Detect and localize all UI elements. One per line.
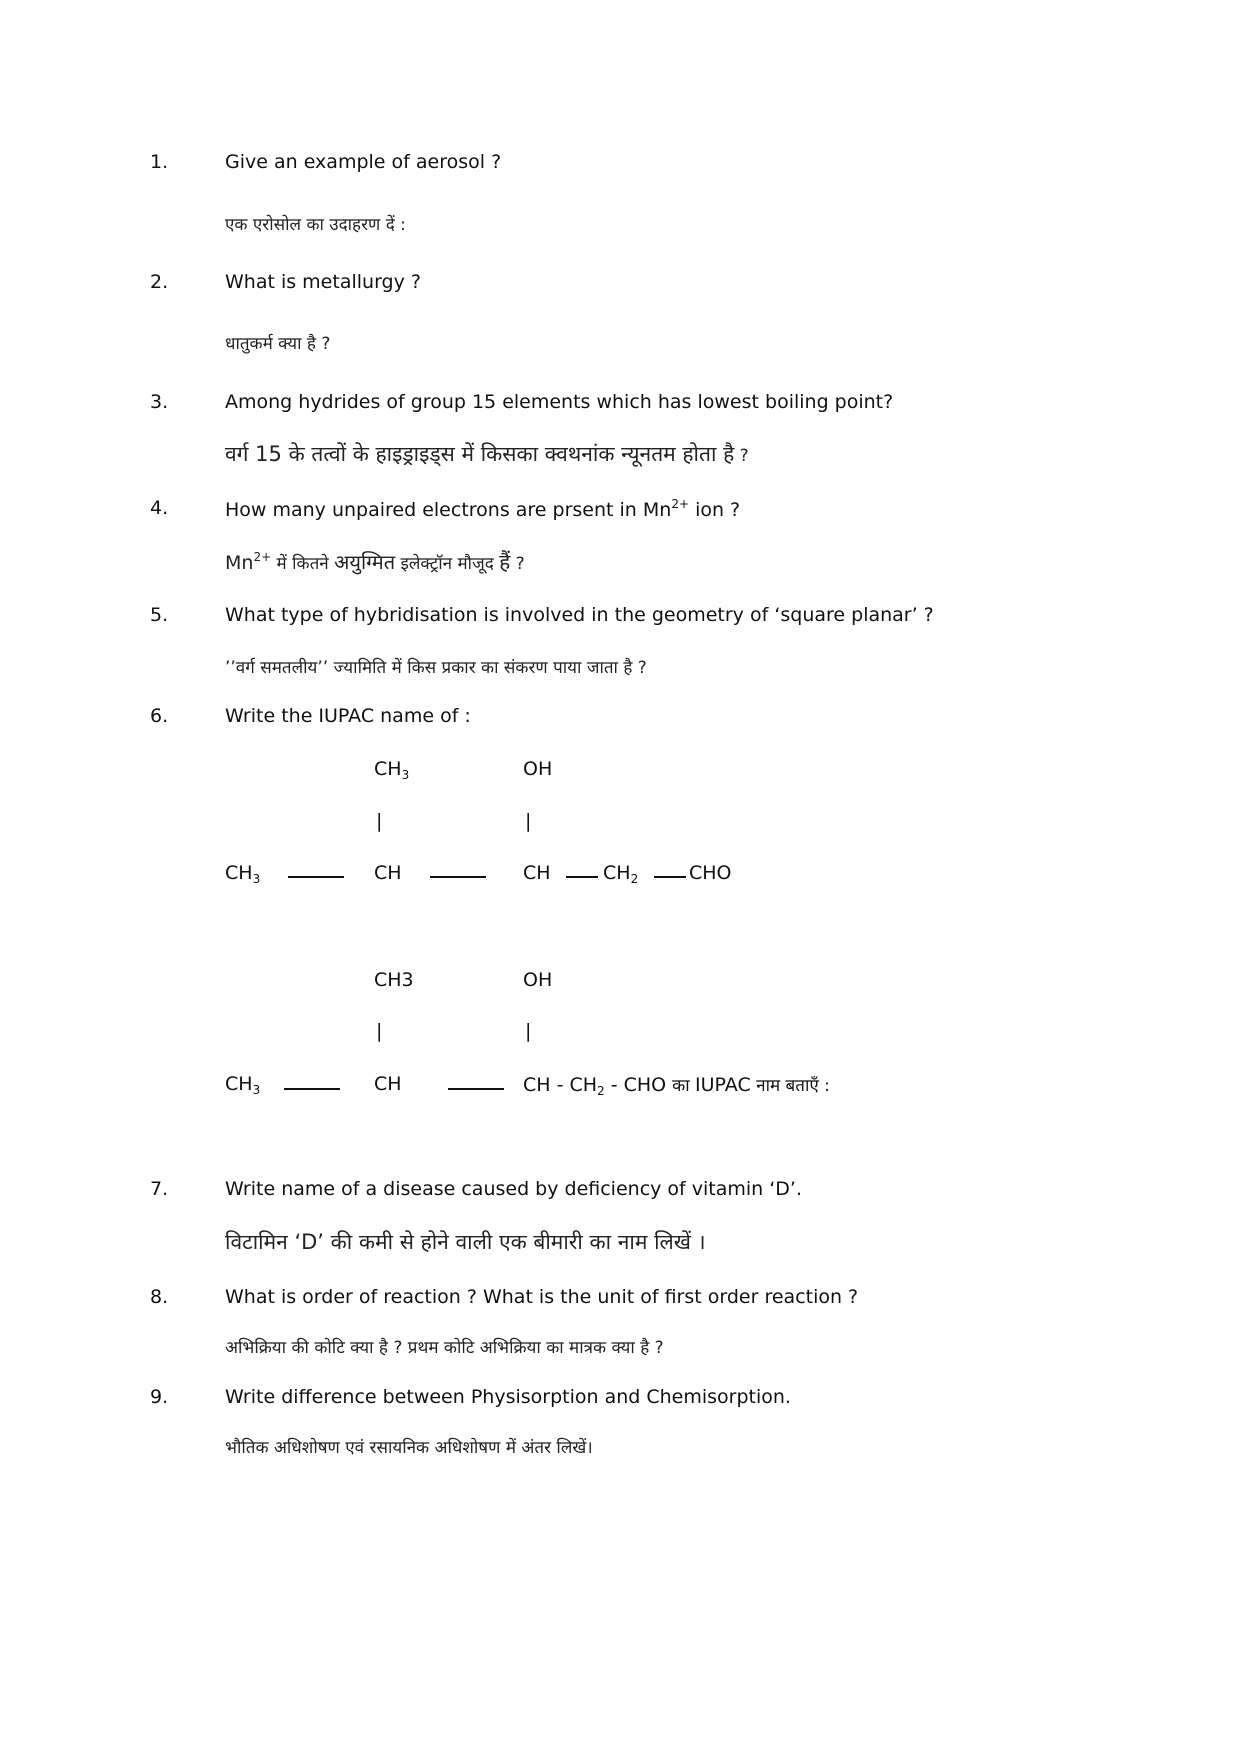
question-text-hi-part: हैं — [499, 550, 511, 574]
question-text-hi: धातुकर्म क्या है ? — [225, 334, 331, 354]
question-text-en — [225, 497, 740, 521]
question-text-hi-part: इलेक्ट्रॉन मौजूद — [395, 554, 500, 574]
hydroxyl-group: OH — [523, 969, 553, 991]
methyl-group: $CH_3$ — [225, 862, 261, 886]
methyl-group: $CH_3$ — [225, 1073, 261, 1097]
bond-line — [288, 876, 344, 878]
question-text-hi: विटामिन ‘D’ की कमी से होने वाली एक बीमारी का नाम लिखें । — [225, 1230, 706, 1254]
ch-group: CH — [374, 1073, 402, 1095]
question-text-en-part: How many unpaired electrons are prsent in Mn — [225, 499, 672, 521]
question-text-hi-main: वर्ग 15 के तत्वों के हाइड्राइड्स में किसका क्वथनांक न्यूनतम होता है — [225, 442, 735, 466]
ch-group: CH — [523, 862, 551, 884]
question-text-en: Write the IUPAC name of : — [225, 705, 471, 727]
question-number: 9. — [150, 1386, 169, 1408]
question-text-hi: भौतिक अधिशोषण एवं रसायनिक अधिशोषण में अंतर लिखें। — [225, 1438, 593, 1458]
question-text-hi: एक एरोसोल का उदाहरण दें : — [225, 215, 406, 235]
question-number: 2. — [150, 271, 169, 293]
question-text-hi-part: में कितने — [271, 554, 335, 574]
ch-group: CH — [374, 862, 402, 884]
bond-line — [448, 1088, 504, 1090]
bond-vertical: | — [376, 1020, 383, 1042]
bond-vertical: | — [525, 810, 532, 832]
question-text-en: Write name of a disease caused by deficiency of vitamin ‘D’. — [225, 1178, 803, 1200]
question-number: 6. — [150, 705, 169, 727]
question-text-en: What is order of reaction ? What is the unit of first order reaction ? — [225, 1286, 859, 1308]
methyl-group: CH3 — [374, 969, 414, 991]
question-number: 8. — [150, 1286, 169, 1308]
bond-line — [430, 876, 486, 878]
question-text-en-part: ion ? — [689, 499, 741, 521]
methyl-group: $CH_3$ — [374, 758, 410, 782]
question-text-en: Give an example of aerosol ? — [225, 151, 502, 173]
bond-line — [566, 876, 598, 878]
aldehyde-group: CHO — [689, 862, 732, 884]
question-text-en: What type of hybridisation is involved in the geometry of ‘square planar’ ? — [225, 604, 934, 626]
methylene-group: $CH_2$ — [603, 862, 639, 886]
ion-symbol: Mn — [225, 552, 254, 574]
question-number: 3. — [150, 391, 169, 413]
question-number: 4. — [150, 497, 169, 519]
hydroxyl-group: OH — [523, 758, 553, 780]
bond-line — [654, 876, 686, 878]
question-number: 7. — [150, 1178, 169, 1200]
charge-superscript: 2+ — [253, 550, 272, 564]
question-text-hi-part: अयुग्मित — [334, 550, 396, 574]
question-text-hi — [225, 548, 525, 576]
question-text-hi: ’’वर्ग समतलीय’’ ज्यामिति में किस प्रकार का संकरण पाया जाता है ? — [225, 658, 647, 678]
question-text-hi — [225, 440, 749, 468]
question-number: 1. — [150, 151, 169, 173]
charge-superscript: 2+ — [671, 497, 690, 511]
structure-tail: CH - $CH_2$ - CHO का IUPAC नाम बताएँ : — [523, 1074, 830, 1098]
question-text-hi: अभिक्रिया की कोटि क्या है ? प्रथम कोटि अभिक्रिया का मात्रक क्या है ? — [225, 1338, 664, 1358]
bond-line — [284, 1088, 340, 1090]
question-text-en: What is metallurgy ? — [225, 271, 421, 293]
question-text-en: Among hydrides of group 15 elements which has lowest boiling point? — [225, 391, 894, 413]
question-number: 5. — [150, 604, 169, 626]
question-text-hi-part: ? — [510, 554, 525, 574]
bond-vertical: | — [376, 810, 383, 832]
bond-vertical: | — [525, 1020, 532, 1042]
question-text-hi-tail: ? — [734, 446, 749, 466]
question-text-en: Write difference between Physisorption and Chemisorption. — [225, 1386, 791, 1408]
